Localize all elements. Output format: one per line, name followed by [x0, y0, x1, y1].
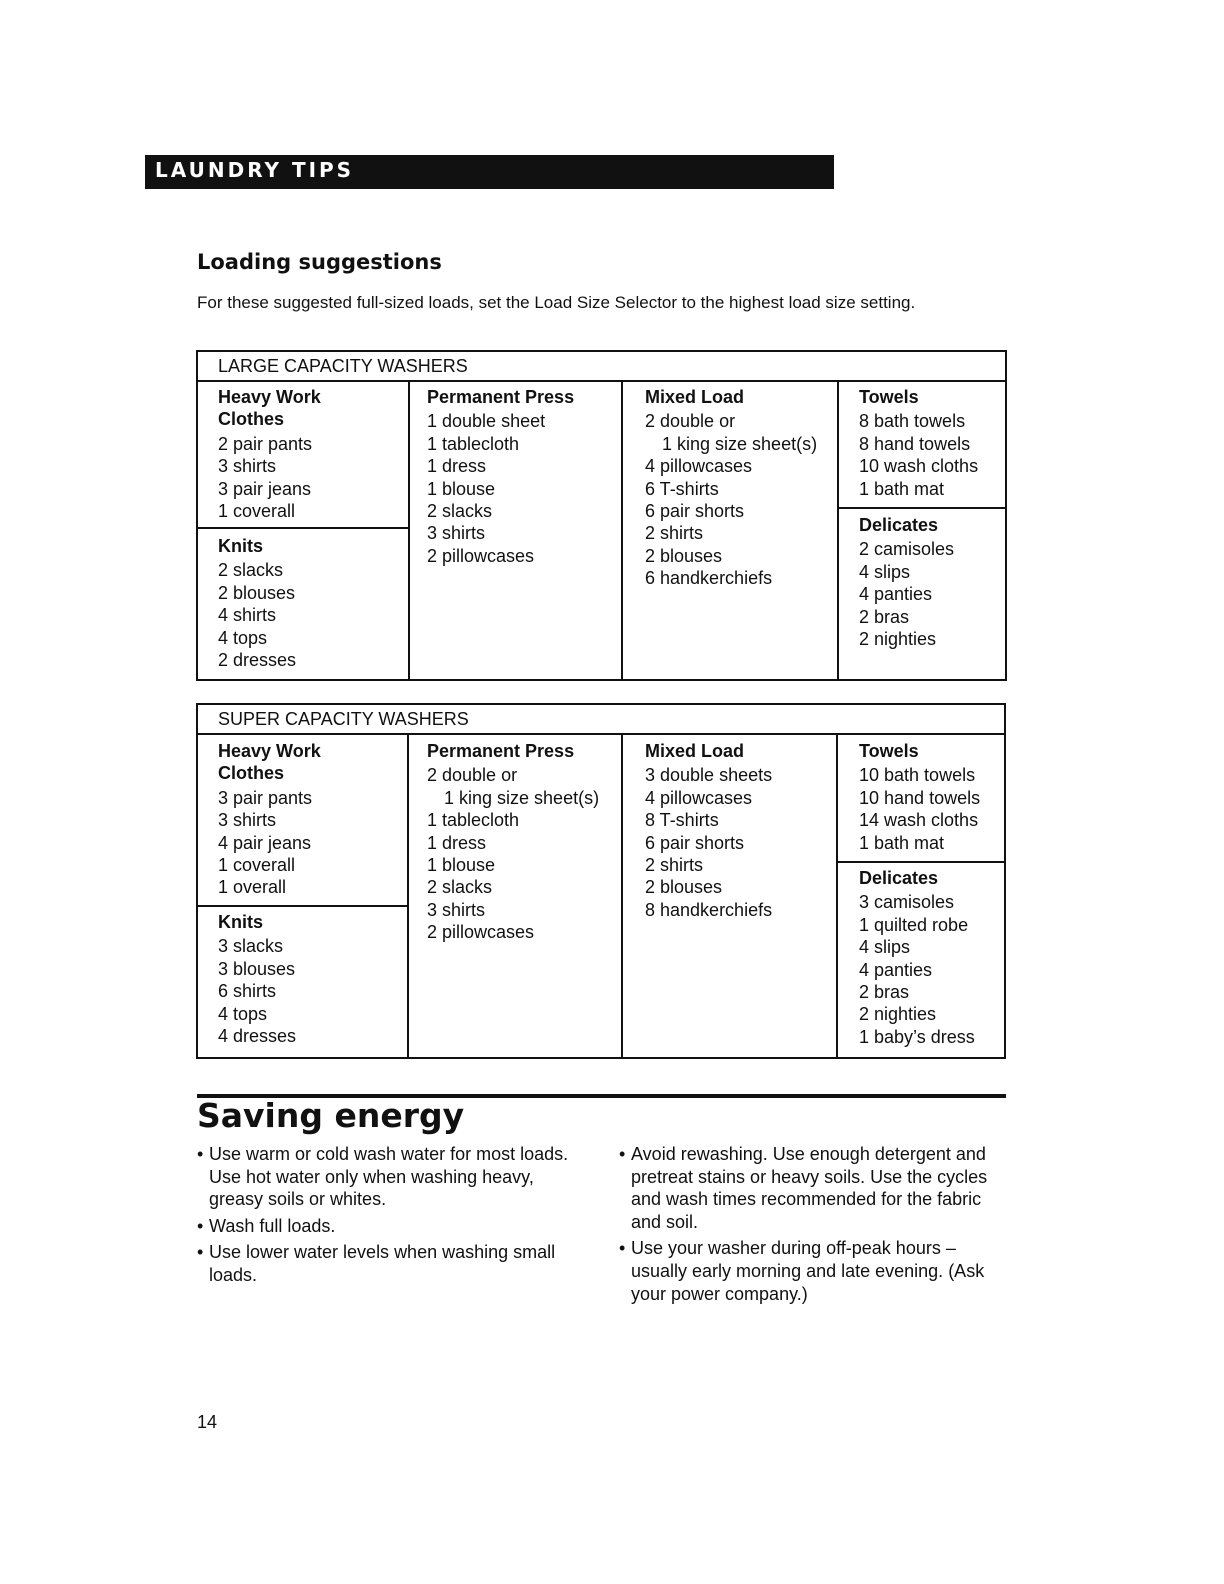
super-permanent-press-title: Permanent Press: [427, 741, 575, 761]
list-item: 2 pillowcases: [427, 545, 535, 566]
energy-tip: • Use your washer during off-peak hours – usually early morning and late evening. (Ask your power company.): [619, 1237, 1011, 1305]
list-item: 1 bath mat: [859, 478, 945, 499]
large-heavy-work-cell: [218, 386, 321, 522]
list-item: 4 tops: [218, 627, 268, 648]
list-item: 3 pair jeans: [218, 478, 312, 499]
list-item: 1 dress: [427, 456, 487, 477]
list-item: 1 tablecloth: [427, 433, 520, 454]
list-item: 4 shirts: [218, 605, 277, 626]
list-item: 1 baby’s dress: [859, 1026, 975, 1047]
list-item: 3 pair pants: [218, 787, 313, 808]
list-item: 1 coverall: [218, 501, 296, 522]
list-item: 6 pair shorts: [645, 501, 745, 522]
list-item: 2 double or: [427, 765, 518, 786]
energy-tips-left: [197, 1143, 572, 1291]
large-permanent-press-title: Permanent Press: [427, 387, 575, 407]
super-delicates-cell: [859, 867, 975, 1048]
list-item: 4 slips: [859, 561, 911, 582]
list-item: 2 dresses: [218, 650, 297, 671]
list-item: 1 bath mat: [859, 832, 945, 853]
list-item: 4 panties: [859, 584, 933, 605]
list-item: 2 double or: [645, 411, 736, 432]
list-item: 2 camisoles: [859, 539, 955, 560]
list-item: 10 wash cloths: [859, 456, 979, 477]
super-delicates-title: Delicates: [859, 868, 939, 888]
saving-energy-heading: Saving energy: [197, 1096, 465, 1135]
list-item: 2 slacks: [218, 560, 284, 581]
super-permanent-press-cell: [427, 740, 599, 944]
list-item: 1 blouse: [427, 478, 496, 499]
section-banner: [145, 155, 834, 189]
list-item: 3 double sheets: [645, 765, 773, 786]
super-knits-list: [218, 935, 296, 1047]
large-delicates-title: Delicates: [859, 515, 939, 535]
list-item: 3 camisoles: [859, 892, 955, 913]
list-item: 4 panties: [859, 959, 933, 980]
list-item: 2 blouses: [645, 877, 723, 898]
list-item: 6 T-shirts: [645, 478, 719, 499]
list-item: 4 pair jeans: [218, 832, 312, 853]
large-delicates-cell: [859, 514, 954, 650]
super-knits-title: Knits: [218, 912, 263, 932]
super-delicates-list: [859, 891, 975, 1048]
list-item: 14 wash cloths: [859, 810, 979, 831]
list-item: 8 hand towels: [859, 433, 971, 454]
list-item: 10 hand towels: [859, 787, 981, 808]
list-item: 2 slacks: [427, 501, 493, 522]
super-mixed-load-cell: [645, 740, 772, 921]
list-item: 3 shirts: [427, 899, 486, 920]
list-item: 4 pillowcases: [645, 787, 753, 808]
super-permanent-press-list: [427, 764, 599, 943]
list-item: 8 T-shirts: [645, 810, 719, 831]
list-item: 3 blouses: [218, 958, 296, 979]
large-heavy-work-title-2: Clothes: [218, 409, 285, 430]
large-towels-cell: [859, 386, 978, 500]
energy-tip: • Wash full loads.: [197, 1215, 572, 1238]
list-item: 2 pair pants: [218, 433, 313, 454]
list-item: 2 nighties: [859, 629, 937, 650]
large-capacity-title: LARGE CAPACITY WASHERS: [198, 352, 1005, 382]
list-item: 10 bath towels: [859, 765, 976, 786]
list-item: 8 bath towels: [859, 411, 966, 432]
banner-title: LAUNDRY TIPS: [155, 158, 355, 182]
list-item: 8 handkerchiefs: [645, 899, 773, 920]
super-mixed-load-list: [645, 764, 772, 921]
large-mixed-load-cell: [645, 386, 817, 590]
list-item: 6 handkerchiefs: [645, 568, 773, 589]
list-item: 2 slacks: [427, 877, 493, 898]
super-capacity-table: [196, 703, 1006, 1059]
energy-tip: • Use warm or cold wash water for most loads. Use hot water only when washing heavy, greasy soils or whites.: [197, 1143, 572, 1211]
list-item: 3 shirts: [218, 456, 277, 477]
list-item: 2 nighties: [859, 1004, 937, 1025]
list-item: 2 shirts: [645, 855, 704, 876]
large-heavy-work-title-1: Heavy Work: [218, 387, 321, 407]
large-towels-title: Towels: [859, 387, 919, 407]
list-item: 3 shirts: [218, 810, 277, 831]
list-item: 2 bras: [859, 606, 910, 627]
loading-suggestions-heading: Loading suggestions: [197, 250, 442, 274]
list-item: 1 king size sheet(s): [662, 433, 818, 454]
list-item: 1 king size sheet(s): [444, 787, 600, 808]
energy-tip: • Use lower water levels when washing small loads.: [197, 1241, 572, 1286]
loading-intro: For these suggested full-sized loads, set the Load Size Selector to the highest load size setting.: [197, 293, 916, 312]
list-item: 1 double sheet: [427, 411, 546, 432]
super-heavy-work-list: [218, 787, 321, 899]
super-towels-cell: [859, 740, 980, 854]
list-item: 4 pillowcases: [645, 456, 753, 477]
list-item: 2 blouses: [645, 545, 723, 566]
list-item: 1 dress: [427, 832, 487, 853]
large-mixed-load-title: Mixed Load: [645, 387, 745, 407]
super-mixed-load-title: Mixed Load: [645, 741, 745, 761]
page-number: 14: [197, 1412, 218, 1432]
super-heavy-work-cell: [218, 740, 321, 899]
large-towels-list: [859, 410, 978, 500]
super-heavy-work-title-1: Heavy Work: [218, 741, 321, 761]
large-knits-cell: [218, 535, 296, 671]
large-knits-title: Knits: [218, 536, 263, 556]
list-item: 1 tablecloth: [427, 810, 520, 831]
list-item: 4 dresses: [218, 1026, 297, 1047]
list-item: 4 tops: [218, 1003, 268, 1024]
list-item: 3 shirts: [427, 523, 486, 544]
list-item: 1 overall: [218, 877, 287, 898]
energy-tips-right: [619, 1143, 1011, 1309]
super-heavy-work-title-2: Clothes: [218, 763, 285, 784]
list-item: 2 pillowcases: [427, 922, 535, 943]
large-permanent-press-cell: [427, 386, 574, 567]
list-item: 6 pair shorts: [645, 832, 745, 853]
energy-tip: • Avoid rewashing. Use enough detergent and pretreat stains or heavy soils. Use the cycles and wash times recommended for the fabric and soil.: [619, 1143, 1011, 1233]
super-towels-title: Towels: [859, 741, 919, 761]
large-mixed-load-list: [645, 410, 817, 589]
super-capacity-title: SUPER CAPACITY WASHERS: [198, 705, 1004, 735]
large-knits-list: [218, 559, 296, 671]
large-capacity-table: [196, 350, 1007, 681]
list-item: 3 slacks: [218, 936, 284, 957]
list-item: 2 shirts: [645, 523, 704, 544]
list-item: 1 coverall: [218, 855, 296, 876]
super-knits-cell: [218, 911, 296, 1047]
list-item: 2 bras: [859, 982, 910, 1003]
list-item: 1 blouse: [427, 855, 496, 876]
list-item: 1 quilted robe: [859, 914, 969, 935]
large-delicates-list: [859, 538, 954, 650]
list-item: 2 blouses: [218, 582, 296, 603]
super-towels-list: [859, 764, 980, 854]
large-permanent-press-list: [427, 410, 574, 567]
large-heavy-work-list: [218, 433, 321, 523]
list-item: 4 slips: [859, 937, 911, 958]
list-item: 6 shirts: [218, 981, 277, 1002]
